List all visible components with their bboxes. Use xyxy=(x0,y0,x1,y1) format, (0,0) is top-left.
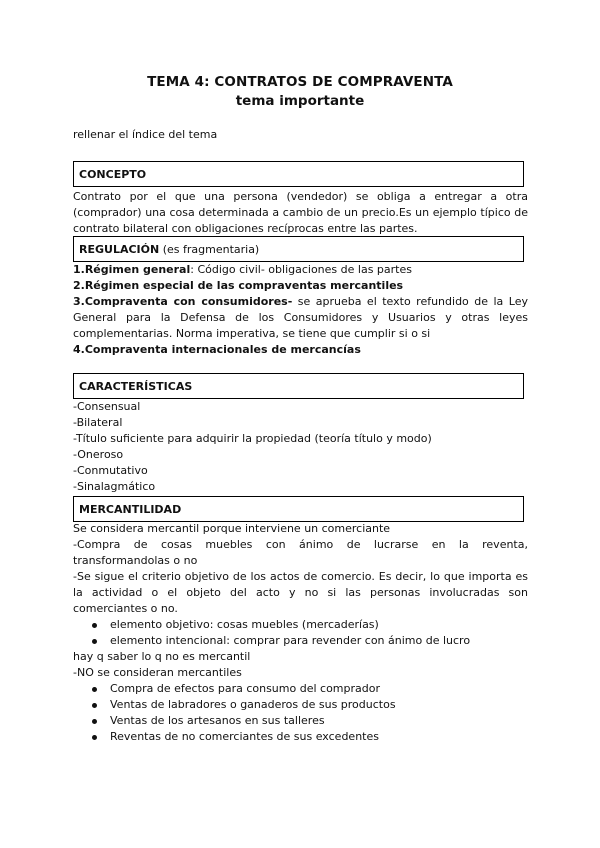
mercantilidad-heading-box xyxy=(73,496,524,522)
caracteristicas-heading-box xyxy=(73,373,524,399)
mercantilidad-heading: MERCANTILIDAD xyxy=(79,502,182,516)
list-item: elemento objetivo: cosas muebles (mercaderías) xyxy=(73,617,528,633)
list-item: Reventas de no comerciantes de sus excedentes xyxy=(73,729,528,745)
list-item: elemento intencional: comprar para revender con ánimo de lucro xyxy=(73,633,528,649)
caracteristicas-list xyxy=(73,399,528,495)
caracteristicas-heading: CARACTERÍSTICAS xyxy=(79,379,193,393)
regulacion-item: 1.Régimen general: Código civil- obligaciones de las partes xyxy=(73,263,412,276)
list-item: Ventas de labradores o ganaderos de sus productos xyxy=(73,697,528,713)
mercantilidad-line: -NO se consideran mercantiles xyxy=(73,666,242,679)
concepto-heading-box xyxy=(73,161,524,187)
document-title: TEMA 4: CONTRATOS DE COMPRAVENTA xyxy=(147,74,453,90)
list-item: Compra de efectos para consumo del comprador xyxy=(73,681,528,697)
regulacion-heading-note: (es fragmentaria) xyxy=(162,242,260,256)
concepto-heading: CONCEPTO xyxy=(79,167,147,181)
list-item: -Oneroso xyxy=(73,448,124,461)
title-block xyxy=(0,73,600,111)
list-item: -Bilateral xyxy=(73,416,123,429)
mercantilidad-line: -Se sigue el criterio objetivo de los actos de comercio. Es decir, lo que importa es la actividad o el objeto del acto y no si las personas involucradas son comerciantes o no. xyxy=(73,570,528,615)
mercantilidad-body xyxy=(73,521,528,745)
regulacion-item: 3.Compraventa con consumidores- se aprueba el texto refundido de la Ley General para la Defensa de los Consumidores y Usuarios y otras leyes complementarias. Norma imperativa, se tiene que cumplir si o si xyxy=(73,295,528,340)
excluded-list xyxy=(73,681,528,745)
list-item: -Sinalagmático xyxy=(73,480,156,493)
regulacion-heading-box xyxy=(73,236,524,262)
mercantilidad-elements xyxy=(73,617,528,649)
regulacion-item: 4.Compraventa internacionales de mercancías xyxy=(73,343,361,356)
list-item: -Título suficiente para adquirir la propiedad (teoría título y modo) xyxy=(73,432,432,445)
list-item: -Consensual xyxy=(73,400,141,413)
index-note: rellenar el índice del tema xyxy=(73,128,218,141)
list-item: -Conmutativo xyxy=(73,464,148,477)
regulacion-heading: REGULACIÓN xyxy=(79,242,160,256)
mercantilidad-line: hay q saber lo q no es mercantil xyxy=(73,650,251,663)
document-subtitle: tema importante xyxy=(235,93,365,109)
regulacion-list xyxy=(73,262,528,358)
concepto-text: Contrato por el que una persona (vendedor) se obliga a entregar a otra (comprador) una cosa determinada a cambio de un precio.Es un ejemplo típico de contrato bilateral con obligaciones recíprocas entre las partes. xyxy=(73,190,528,235)
mercantilidad-line: -Compra de cosas muebles con ánimo de lucrarse en la reventa, transformandolas o no xyxy=(73,538,528,567)
mercantilidad-line: Se considera mercantil porque interviene un comerciante xyxy=(73,522,391,535)
regulacion-item: 2.Régimen especial de las compraventas mercantiles xyxy=(73,279,404,292)
list-item: Ventas de los artesanos en sus talleres xyxy=(73,713,528,729)
